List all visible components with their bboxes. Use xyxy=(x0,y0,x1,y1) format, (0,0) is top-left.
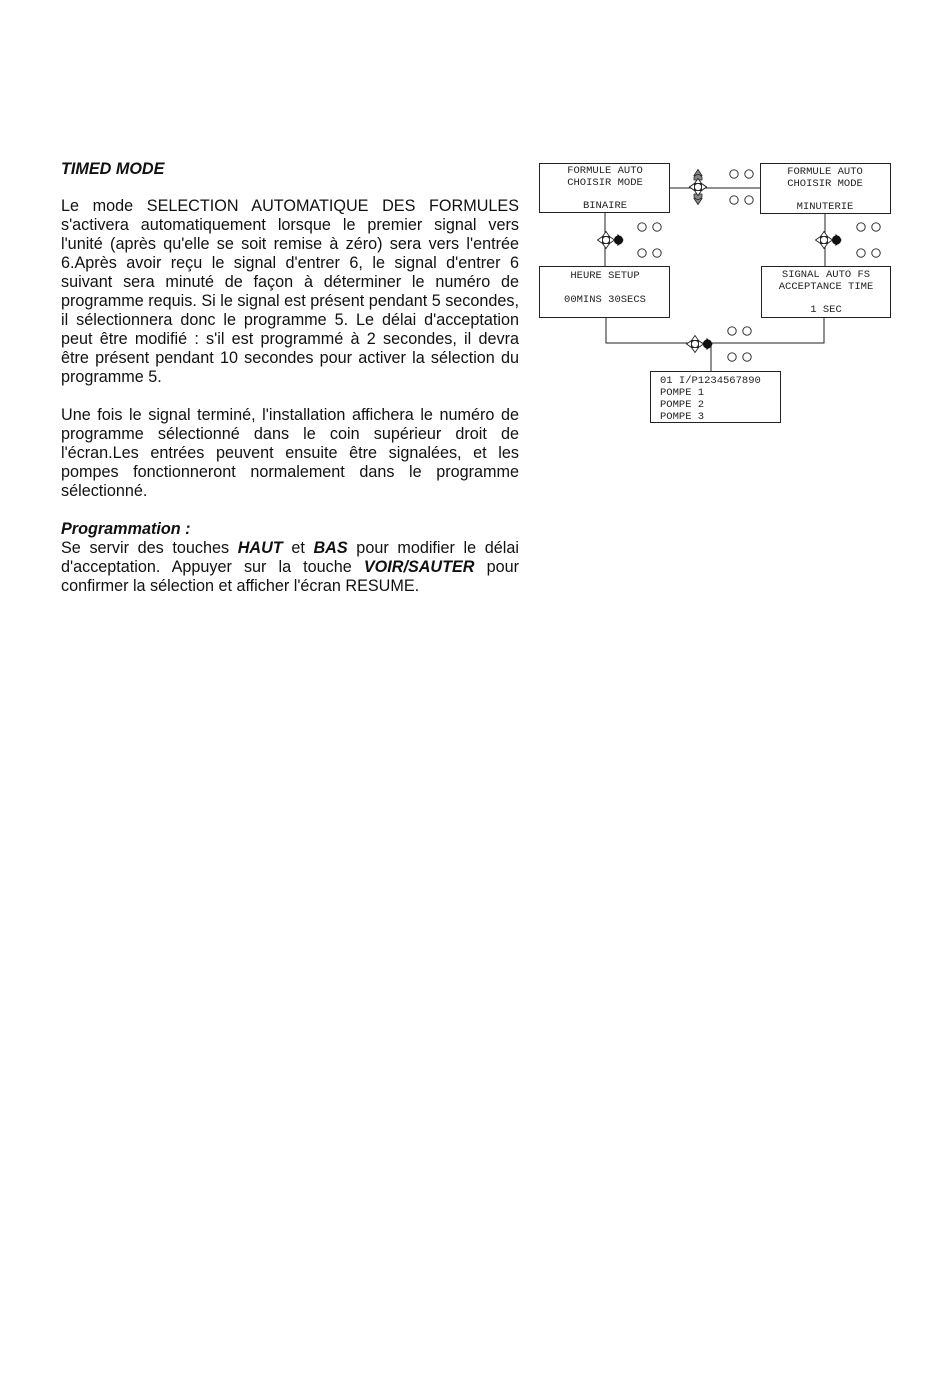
screen-resume-line3: POMPE 2 xyxy=(660,399,705,411)
screen-minuterie-line2: CHOISIR MODE xyxy=(787,178,863,190)
key-view-label: VOIR/SAUTER xyxy=(363,558,475,576)
screen-signal-line1: SIGNAL AUTO FS xyxy=(781,269,871,281)
screen-binaire-line1: FORMULE AUTO xyxy=(567,165,643,177)
prog-text-3: pour modifier le délai d'acceptation. Appuyer sur la touche xyxy=(61,539,520,576)
screen-heure-setup xyxy=(540,267,670,318)
screen-resume-line2: POMPE 1 xyxy=(660,387,705,399)
screen-minuterie xyxy=(761,164,891,214)
screen-binaire xyxy=(540,164,670,213)
keypad-right-icon-left xyxy=(598,232,624,249)
screen-minuterie-line1: FORMULE AUTO xyxy=(787,166,863,178)
screen-heure-line1: HEURE SETUP xyxy=(570,270,640,282)
screen-heure-line2: 00MINS 30SECS xyxy=(564,294,646,306)
key-up-label: HAUT xyxy=(237,539,283,557)
keypad-right-icon-bottom xyxy=(687,336,713,353)
screen-resume-line4: POMPE 3 xyxy=(660,411,705,423)
paragraph-timed-mode: Le mode SELECTION AUTOMATIQUE DES FORMULES s'activera automatiquement lorsque le premier signal vers l'unité (après qu'elle se soit remise à zéro) sera vers l'entrée 6.Après avoir reçu le signal d'entrer 6, le signal d'entrer 6 suivant sera minuté de façon à déterminer le numéro de programme requis. Si le signal est présent pendant 5 secondes, il sélectionnera donc le programme 5. Le délai d'acceptation peut être modifié : s'il est programmé à 2 secondes, il devra être présent pendant 10 secondes pour activer la sélection du programme 5. xyxy=(61,197,520,386)
indicator-leds-right xyxy=(857,223,880,257)
prog-text-1: Se servir des touches xyxy=(61,539,238,557)
prog-text-4: pour confirmer la sélection et afficher l'écran RESUME. xyxy=(61,558,519,595)
screen-signal-line2: ACCEPTANCE TIME xyxy=(778,281,874,293)
key-down-label: BAS xyxy=(313,539,348,557)
programming-paragraph xyxy=(61,539,519,596)
screen-signal-line3: 1 SEC xyxy=(810,304,842,316)
indicator-leds-left xyxy=(638,223,661,257)
section-title: TIMED MODE xyxy=(61,160,165,178)
paragraph-after-signal: Une fois le signal terminé, l'installation affichera le numéro de programme sélectionné dans le coin supérieur droit de l'écran.Les entrées peuvent ensuite être signalées, et les pompes fonctionneront normalement dans le programme sélectionné. xyxy=(61,406,519,500)
keypad-right-icon-right xyxy=(816,232,842,249)
screen-signal-auto xyxy=(762,267,891,318)
indicator-leds-bottom xyxy=(728,327,751,361)
keypad-up-down-icon xyxy=(690,170,707,205)
text-column xyxy=(61,160,519,596)
screen-resume-line1: 01 I/P1234567890 xyxy=(660,375,761,387)
programming-title: Programmation : xyxy=(61,520,191,538)
menu-flow-diagram xyxy=(530,155,900,435)
screen-binaire-line3: BINAIRE xyxy=(582,200,628,212)
screen-resume xyxy=(651,372,781,424)
indicator-leds-top xyxy=(730,170,753,204)
screen-minuterie-line3: MINUTERIE xyxy=(796,201,854,213)
screen-binaire-line2: CHOISIR MODE xyxy=(567,177,643,189)
prog-text-2: et xyxy=(282,539,314,557)
